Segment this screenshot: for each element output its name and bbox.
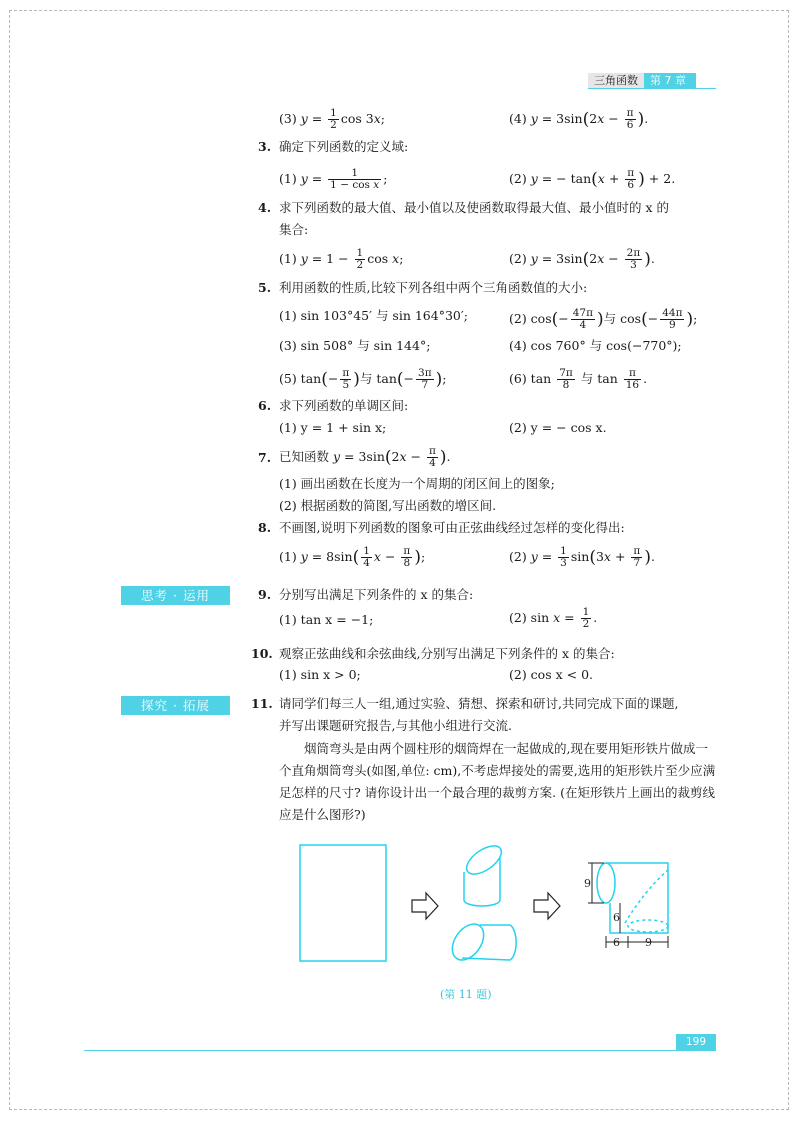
figure-caption: (第 11 题) (440, 988, 492, 1001)
item-q6-1: (1) y = 1 + sin x; (279, 420, 387, 435)
cylinder-piece-bottom (446, 918, 516, 966)
item-3-4: (4) y = 3sin(2x − $\frac{\pi}{6}$ ). (509, 107, 649, 131)
chapter-title: 三角函数 (588, 73, 644, 88)
question-6-text: 求下列函数的单调区间: (279, 398, 409, 413)
question-number: 10. (251, 646, 273, 661)
page-number: 199 (676, 1034, 716, 1051)
question-number: 8. (258, 520, 272, 535)
item-q8-1: (1) y = 8sin( $\frac{1}{4}$ x − $\frac{\pi}{8}$ ); (279, 545, 426, 569)
question-4-text: 求下列函数的最大值、最小值以及使函数取得最大值、最小值时的 x 的 (279, 200, 669, 215)
question-number: 3. (258, 139, 272, 154)
assembled-elbow (597, 863, 668, 933)
question-number: 6. (258, 398, 272, 413)
question-11-paragraph: 烟筒弯头是由两个圆柱形的烟筒焊在一起做成的,现在要用矩形铁片做成一个直角烟筒弯头(如图,单位: cm),不考虑焊接处的需要,选用的矩形铁片至少应满足怎样的尺寸? 请你设计出一个最合理的裁剪方案. (在矩形铁片上画出的裁剪线应是什么图形?) (279, 741, 716, 822)
question-8-text: 不画图,说明下列函数的图象可由正弦曲线经过怎样的变化得出: (279, 520, 625, 535)
dim-label-9-left: 9 (584, 877, 591, 890)
question-10-text: 观察正弦曲线和余弦曲线,分别写出满足下列条件的 x 的集合: (279, 646, 615, 661)
item-q8-2: (2) y = $\frac{1}{3}$ sin(3x + $\frac{\pi}{7}$ ). (509, 545, 655, 569)
section-label-explore-extend: 探究 · 拓展 (121, 696, 230, 715)
dim-label-6-mid: 6 (613, 911, 620, 924)
item-q7-1: (1) 画出函数在长度为一个周期的闭区间上的图象; (279, 476, 555, 491)
question-7-text: 已知函数 y = 3sin(2x − $\frac{\pi}{4}$ ). (279, 445, 451, 469)
question-5-text: 利用函数的性质,比较下列各组中两个三角函数值的大小: (279, 280, 588, 295)
item-q5-5: (5) tan(− $\frac{\pi}{5}$ )与 tan(− $\frac{3\pi}{7}$ ); (279, 367, 447, 391)
item-q5-4: (4) cos 760° 与 cos(−770°); (509, 338, 682, 353)
footer-rule (84, 1050, 676, 1051)
item-q10-1: (1) sin x > 0; (279, 667, 361, 682)
item-q3-2: (2) y = − tan(x + $\frac{\pi}{6}$ ) + 2. (509, 167, 676, 191)
question-number: 4. (258, 200, 272, 215)
item-q5-1: (1) sin 103°45′ 与 sin 164°30′; (279, 308, 468, 323)
section-label-think-apply: 思考 · 运用 (121, 586, 230, 605)
item-q3-1: (1) y = $\frac{1}{\text{1 − cos x}}$ ; (279, 167, 388, 191)
arrow-right-icon (534, 893, 560, 919)
question-number: 7. (258, 450, 272, 465)
item-q5-2: (2) cos(− $\frac{47\pi}{4}$ )与 cos(− $\frac{44\pi}{9}$ ); (509, 307, 698, 331)
question-4-text-cont: 集合: (279, 222, 309, 237)
metal-sheet-rect (300, 845, 386, 961)
item-q6-2: (2) y = − cos x. (509, 420, 607, 435)
chapter-number: 第 7 章 (644, 73, 696, 88)
dim-label-9-bottom: 9 (645, 936, 652, 949)
question-number: 5. (258, 280, 272, 295)
item-q4-2: (2) y = 3sin(2x − $\frac{2\pi}{3}$ ). (509, 247, 655, 271)
question-number: 9. (258, 587, 272, 602)
item-q9-1: (1) tan x = −1; (279, 612, 374, 627)
item-q7-2: (2) 根据函数的简图,写出函数的增区间. (279, 498, 497, 513)
item-q9-2: (2) sin x = $\frac{1}{2}$ . (509, 606, 598, 630)
question-number: 11. (251, 696, 273, 711)
item-q10-2: (2) cos x < 0. (509, 667, 593, 682)
item-q5-6: (6) tan $\frac{7\pi}{8}$ 与 tan $\frac{\pi}{16}$ . (509, 367, 648, 391)
question-3-text: 确定下列函数的定义域: (279, 139, 409, 154)
arrow-right-icon (412, 893, 438, 919)
dim-label-6-bottom: 6 (613, 936, 620, 949)
cylinder-piece-top (462, 840, 506, 906)
question-11-text-cont: 并写出课题研究报告,与其他小组进行交流. (279, 718, 512, 733)
dimension-lines (588, 863, 668, 948)
item-q5-3: (3) sin 508° 与 sin 144°; (279, 338, 431, 353)
item-3-3: (3) y = $\frac{1}{2}$ cos 3x; (279, 107, 386, 131)
question-11-text: 请同学们每三人一组,通过实验、猜想、探索和研讨,共同完成下面的课题, (279, 696, 679, 711)
item-q4-1: (1) y = 1 − $\frac{1}{2}$ cos x; (279, 247, 404, 271)
question-9-text: 分别写出满足下列条件的 x 的集合: (279, 587, 474, 602)
